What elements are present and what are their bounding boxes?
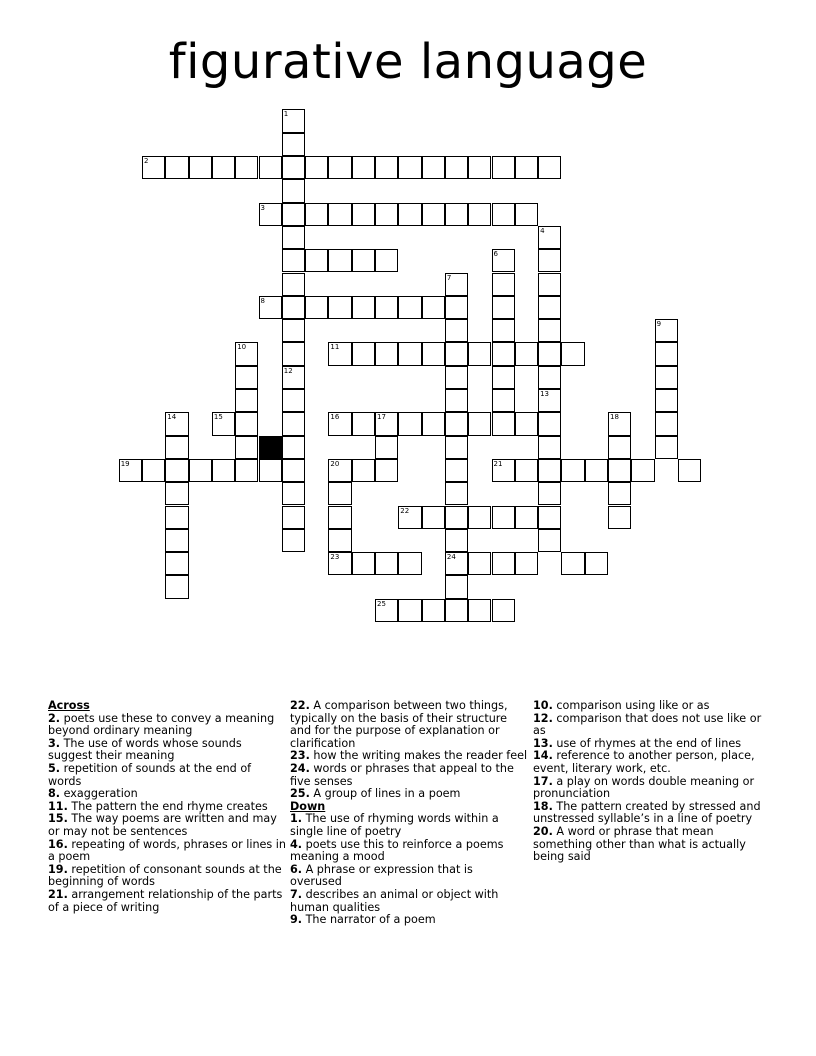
clue-number: 2 [144, 157, 149, 165]
crossword-cell[interactable] [165, 459, 188, 482]
crossword-cell[interactable] [375, 249, 398, 272]
clue-text: poets use these to convey a meaning beyond ordinary meaning [48, 711, 275, 738]
clue-number: 3 [260, 203, 265, 212]
across-clue-list [48, 713, 286, 915]
clue-text: A group of lines in a poem [309, 787, 461, 801]
clue-item [290, 813, 528, 838]
crossword-cell[interactable] [282, 529, 305, 552]
crossword-cell[interactable] [538, 296, 561, 319]
clue-number-label: 12. [533, 711, 553, 725]
crossword-cell[interactable] [375, 342, 398, 365]
crossword-cell[interactable] [422, 342, 445, 365]
clue-number-label: 20. [533, 824, 553, 838]
crossword-cell[interactable] [515, 552, 538, 575]
clue-item [48, 889, 286, 914]
clue-item [290, 889, 528, 914]
clue-text: A word or phrase that mean something other than what is actually being said [533, 824, 746, 864]
clue-number-label: 24. [290, 761, 310, 775]
clues-column-3 [533, 700, 771, 864]
clue-number: 21 [493, 459, 503, 468]
clue-number-label: 7. [290, 887, 303, 901]
crossword-cell[interactable] [212, 412, 235, 435]
crossword-cell[interactable] [305, 203, 328, 226]
crossword-cell[interactable] [445, 575, 468, 598]
crossword-cell[interactable] [398, 296, 421, 319]
clue-number: 19 [120, 459, 130, 468]
clue-number: 6 [493, 250, 498, 259]
down-clue-list [290, 813, 528, 926]
crossword-cell[interactable] [235, 156, 258, 179]
crossword-cell[interactable] [445, 319, 468, 342]
crossword-cell[interactable] [375, 599, 398, 622]
crossword-cell[interactable] [445, 482, 468, 505]
clue-number: 9 [656, 320, 662, 329]
clue-text: comparison using like or as [552, 699, 710, 712]
crossword-cell[interactable] [655, 389, 678, 412]
crossword-cell[interactable] [398, 412, 421, 435]
crossword-cell[interactable] [492, 296, 515, 319]
crossword-cell[interactable] [492, 552, 515, 575]
clue-number-label: 10. [533, 699, 553, 712]
clue-text: a play on words double meaning or pronunciation [533, 774, 755, 801]
crossword-cell[interactable] [445, 552, 468, 575]
crossword-cell[interactable] [492, 366, 515, 389]
clue-number-label: 2. [48, 711, 61, 725]
crossword-cell[interactable] [282, 389, 305, 412]
clue-number-label: 18. [533, 799, 553, 813]
crossword-cell[interactable] [235, 436, 258, 459]
crossword-cell[interactable] [282, 436, 305, 459]
crossword-cell[interactable] [492, 506, 515, 529]
crossword-cell[interactable] [655, 412, 678, 435]
crossword-cell[interactable] [445, 459, 468, 482]
crossword-cell[interactable] [165, 436, 188, 459]
crossword-cell[interactable] [445, 156, 468, 179]
crossword-cell[interactable] [328, 459, 351, 482]
crossword-cell[interactable] [259, 203, 282, 226]
crossword-cell[interactable] [282, 109, 305, 132]
crossword-cell[interactable] [235, 342, 258, 365]
crossword-cell[interactable] [538, 459, 561, 482]
crossword-cell[interactable] [468, 342, 491, 365]
clue-text: repeating of words, phrases or lines in a poem [48, 837, 287, 864]
crossword-cell[interactable] [259, 156, 282, 179]
crossword-cell[interactable] [282, 133, 305, 156]
crossword-cell[interactable] [212, 156, 235, 179]
crossword-cell[interactable] [538, 389, 561, 412]
down-clue-list [533, 700, 771, 864]
crossword-cell[interactable] [189, 459, 212, 482]
crossword-cell[interactable] [631, 459, 654, 482]
crossword-cell[interactable] [468, 412, 491, 435]
clue-text: The narrator of a poem [302, 913, 436, 927]
crossword-cell[interactable] [445, 529, 468, 552]
crossword-cell[interactable] [328, 552, 351, 575]
crossword-cell[interactable] [282, 459, 305, 482]
crossword-cell[interactable] [538, 226, 561, 249]
crossword-cell[interactable] [515, 506, 538, 529]
crossword-cell[interactable] [492, 156, 515, 179]
crossword-cell[interactable] [492, 203, 515, 226]
crossword-cell[interactable] [515, 156, 538, 179]
crossword-cell[interactable] [282, 342, 305, 365]
clue-item [533, 713, 771, 738]
crossword-cell[interactable] [328, 203, 351, 226]
clue-number: 4 [540, 226, 545, 235]
crossword-cell[interactable] [189, 156, 212, 179]
clue-item [290, 763, 528, 788]
crossword-cell[interactable] [445, 366, 468, 389]
clue-number-label: 1. [290, 812, 303, 826]
clue-number: 18 [610, 413, 619, 422]
crossword-cell[interactable] [282, 366, 305, 389]
crossword-cell[interactable] [515, 412, 538, 435]
clue-number: 23 [330, 553, 340, 562]
crossword-cell[interactable] [352, 156, 375, 179]
crossword-cell[interactable] [282, 412, 305, 435]
clue-number-label: 21. [48, 887, 68, 901]
crossword-cell[interactable] [328, 296, 351, 319]
crossword-cell[interactable] [422, 203, 445, 226]
crossword-cell[interactable] [515, 342, 538, 365]
crossword-cell[interactable] [538, 412, 561, 435]
clue-number: 7 [446, 273, 452, 282]
crossword-cell[interactable] [422, 506, 445, 529]
crossword-cell[interactable] [445, 273, 468, 296]
clue-number-label: 11. [48, 799, 68, 813]
crossword-cell[interactable] [515, 459, 538, 482]
crossword-cell[interactable] [492, 459, 515, 482]
crossword-cell[interactable] [282, 506, 305, 529]
crossword-cell[interactable] [608, 506, 631, 529]
crossword-cell[interactable] [142, 156, 165, 179]
crossword-cell[interactable] [561, 552, 584, 575]
clue-text: comparison that does not use like or as [533, 711, 762, 738]
crossword-cell[interactable] [538, 342, 561, 365]
crossword-cell[interactable] [445, 506, 468, 529]
crossword-cell[interactable] [492, 342, 515, 365]
crossword-cell[interactable] [538, 482, 561, 505]
clues-column-1 [48, 700, 286, 914]
crossword-cell[interactable] [305, 249, 328, 272]
clue-number-label: 25. [290, 787, 310, 801]
crossword-cell[interactable] [305, 296, 328, 319]
crossword-cell[interactable] [352, 203, 375, 226]
clue-number-label: 3. [48, 736, 61, 750]
clue-item [48, 839, 286, 864]
clue-number-label: 17. [533, 774, 553, 788]
crossword-cell[interactable] [445, 436, 468, 459]
crossword-cell[interactable] [165, 552, 188, 575]
crossword-cell[interactable] [282, 249, 305, 272]
crossword-cell[interactable] [468, 156, 491, 179]
clue-item [533, 826, 771, 864]
crossword-cell[interactable] [165, 529, 188, 552]
clue-number: 8 [260, 296, 265, 305]
crossword-cell[interactable] [142, 459, 165, 482]
crossword-cell[interactable] [305, 156, 328, 179]
clue-number-label: 4. [290, 837, 303, 851]
crossword-cell[interactable] [608, 436, 631, 459]
crossword-cell[interactable] [282, 179, 305, 202]
clue-number-label: 14. [533, 749, 553, 763]
clues-column-2 [290, 700, 528, 927]
crossword-cell[interactable] [608, 459, 631, 482]
crossword-cell[interactable] [235, 459, 258, 482]
crossword-cell[interactable] [561, 459, 584, 482]
clue-number: 11 [330, 343, 340, 352]
clue-text: use of rhymes at the end of lines [552, 736, 742, 750]
clue-item [533, 750, 771, 775]
crossword-cell[interactable] [328, 412, 351, 435]
across-clue-list [290, 700, 528, 801]
clue-text: A phrase or expression that is overused [290, 862, 473, 889]
clue-text: repetition of consonant sounds at the beginning of words [48, 862, 282, 889]
clue-number: 22 [400, 506, 410, 515]
crossword-cell[interactable] [352, 552, 375, 575]
crossword-cell[interactable] [212, 459, 235, 482]
crossword-cell[interactable] [119, 459, 142, 482]
clue-text: The pattern the end rhyme creates [67, 799, 268, 813]
clue-text: repetition of sounds at the end of words [48, 761, 252, 788]
crossword-cell[interactable] [375, 436, 398, 459]
crossword-cell[interactable] [282, 482, 305, 505]
clue-number: 14 [167, 413, 177, 422]
crossword-cell[interactable] [655, 342, 678, 365]
clue-text: how the writing makes the reader feel [309, 749, 528, 763]
crossword-cell[interactable] [398, 203, 421, 226]
clue-number-label: 13. [533, 736, 553, 750]
clue-text: The way poems are written and may or may not be sentences [48, 812, 277, 838]
crossword-cell[interactable] [445, 296, 468, 319]
crossword-cell[interactable] [422, 599, 445, 622]
clue-item [290, 700, 528, 750]
crossword-cell[interactable] [422, 156, 445, 179]
crossword-cell[interactable] [492, 249, 515, 272]
clue-number-label: 22. [290, 699, 310, 712]
crossword-cell[interactable] [398, 156, 421, 179]
crossword-cell[interactable] [328, 342, 351, 365]
clue-text: The use of rhyming words within a single line of poetry [290, 812, 499, 838]
clue-number: 24 [446, 553, 456, 562]
clue-text: arrangement relationship of the parts of a piece of writing [48, 887, 283, 914]
crossword-cell[interactable] [165, 412, 188, 435]
crossword-cell[interactable] [235, 412, 258, 435]
clue-item [48, 864, 286, 889]
crossword-cell[interactable] [375, 552, 398, 575]
crossword-cell[interactable] [538, 506, 561, 529]
crossword-cell[interactable] [561, 342, 584, 365]
clue-number-label: 5. [48, 761, 61, 775]
crossword-cell[interactable] [445, 203, 468, 226]
crossword-cell[interactable] [468, 599, 491, 622]
clue-item [290, 839, 528, 864]
crossword-cell[interactable] [165, 506, 188, 529]
clue-number-label: 6. [290, 862, 303, 876]
crossword-cell[interactable] [538, 319, 561, 342]
crossword-cell[interactable] [328, 249, 351, 272]
crossword-cell[interactable] [398, 552, 421, 575]
clue-item [533, 801, 771, 826]
clue-text: reference to another person, place, event, literary work, etc. [533, 749, 755, 775]
clue-text: poets use this to reinforce a poems meaning a mood [290, 837, 504, 864]
clue-text: exaggeration [60, 787, 138, 801]
crossword-cell[interactable] [352, 296, 375, 319]
clue-number-label: 9. [290, 913, 303, 927]
crossword-cell[interactable] [492, 389, 515, 412]
clue-number: 15 [213, 413, 223, 422]
crossword-cell[interactable] [282, 156, 305, 179]
crossword-cell[interactable] [165, 575, 188, 598]
crossword-cell[interactable] [538, 529, 561, 552]
crossword-cell[interactable] [328, 156, 351, 179]
crossword-cell[interactable] [492, 319, 515, 342]
clue-item [48, 813, 286, 838]
crossword-cell[interactable] [375, 296, 398, 319]
crossword-cell[interactable] [375, 412, 398, 435]
clue-text: A comparison between two things, typically on the basis of their structure and for the purpose of explanation or clarification [290, 699, 508, 750]
crossword-cell[interactable] [538, 436, 561, 459]
clue-number: 13 [540, 390, 550, 398]
clue-text: The use of words whose sounds suggest their meaning [48, 736, 242, 763]
crossword-cell[interactable] [468, 552, 491, 575]
crossword-cell[interactable] [585, 459, 608, 482]
crossword-cell[interactable] [259, 296, 282, 319]
crossword-cell[interactable] [352, 412, 375, 435]
crossword-cell[interactable] [375, 156, 398, 179]
clue-item [48, 763, 286, 788]
black-cell [259, 436, 282, 459]
crossword-cell[interactable] [445, 412, 468, 435]
crossword-cell[interactable] [282, 226, 305, 249]
clue-item [533, 776, 771, 801]
clue-number: 17 [377, 413, 386, 422]
crossword-cell[interactable] [398, 342, 421, 365]
crossword-cell[interactable] [538, 156, 561, 179]
crossword-cell[interactable] [398, 506, 421, 529]
crossword-cell[interactable] [328, 506, 351, 529]
clue-number-label: 16. [48, 837, 68, 851]
crossword-cell[interactable] [282, 319, 305, 342]
crossword-cell[interactable] [375, 203, 398, 226]
crossword-cell[interactable] [678, 459, 701, 482]
crossword-cell[interactable] [282, 273, 305, 296]
clue-item [290, 788, 528, 801]
clue-text: describes an animal or object with human qualities [290, 887, 499, 914]
clue-number: 1 [283, 110, 289, 119]
crossword-cell[interactable] [165, 482, 188, 505]
clue-number: 25 [377, 599, 386, 608]
clue-number: 20 [330, 459, 340, 468]
crossword-cell[interactable] [422, 412, 445, 435]
clue-item [290, 864, 528, 889]
crossword-cell[interactable] [328, 482, 351, 505]
crossword-cell[interactable] [655, 319, 678, 342]
crossword-cell[interactable] [538, 366, 561, 389]
crossword-cell[interactable] [352, 249, 375, 272]
clue-number-label: 8. [48, 787, 61, 801]
crossword-cell[interactable] [352, 459, 375, 482]
crossword-cell[interactable] [655, 436, 678, 459]
crossword-cell[interactable] [398, 599, 421, 622]
crossword-cell[interactable] [608, 412, 631, 435]
crossword-cell[interactable] [282, 203, 305, 226]
clue-number: 16 [330, 413, 340, 422]
clue-number: 10 [237, 343, 247, 352]
clue-item [290, 914, 528, 927]
crossword-cell[interactable] [235, 366, 258, 389]
crossword-cell[interactable] [375, 459, 398, 482]
crossword-cell[interactable] [445, 389, 468, 412]
crossword-cell[interactable] [235, 389, 258, 412]
crossword-cell[interactable] [492, 412, 515, 435]
down-heading: Down [290, 799, 326, 813]
crossword-cell[interactable] [655, 366, 678, 389]
crossword-cell[interactable] [445, 599, 468, 622]
clue-number-label: 15. [48, 812, 68, 826]
crossword-cell[interactable] [328, 529, 351, 552]
crossword-cell[interactable] [492, 273, 515, 296]
clue-item [48, 738, 286, 763]
clue-number-label: 19. [48, 862, 68, 876]
crossword-cell[interactable] [282, 296, 305, 319]
clue-number-label: 23. [290, 749, 310, 763]
crossword-cell[interactable] [492, 599, 515, 622]
across-heading: Across [48, 699, 90, 712]
crossword-cell[interactable] [585, 552, 608, 575]
crossword-cell[interactable] [445, 342, 468, 365]
clue-number: 12 [283, 366, 293, 375]
crossword-cell[interactable] [422, 296, 445, 319]
crossword-cell[interactable] [468, 506, 491, 529]
clue-text: The pattern created by stressed and unstressed syllable’s in a line of poetry [533, 799, 761, 826]
crossword-cell[interactable] [538, 273, 561, 296]
crossword-cell[interactable] [259, 459, 282, 482]
crossword-cell[interactable] [468, 203, 491, 226]
crossword-cell[interactable] [608, 482, 631, 505]
crossword-cell[interactable] [515, 203, 538, 226]
crossword-cell[interactable] [165, 156, 188, 179]
clue-item [48, 713, 286, 738]
crossword-cell[interactable] [352, 342, 375, 365]
page-title: figurative language [168, 34, 648, 90]
crossword-cell[interactable] [538, 249, 561, 272]
clue-text: words or phrases that appeal to the five senses [290, 761, 514, 788]
